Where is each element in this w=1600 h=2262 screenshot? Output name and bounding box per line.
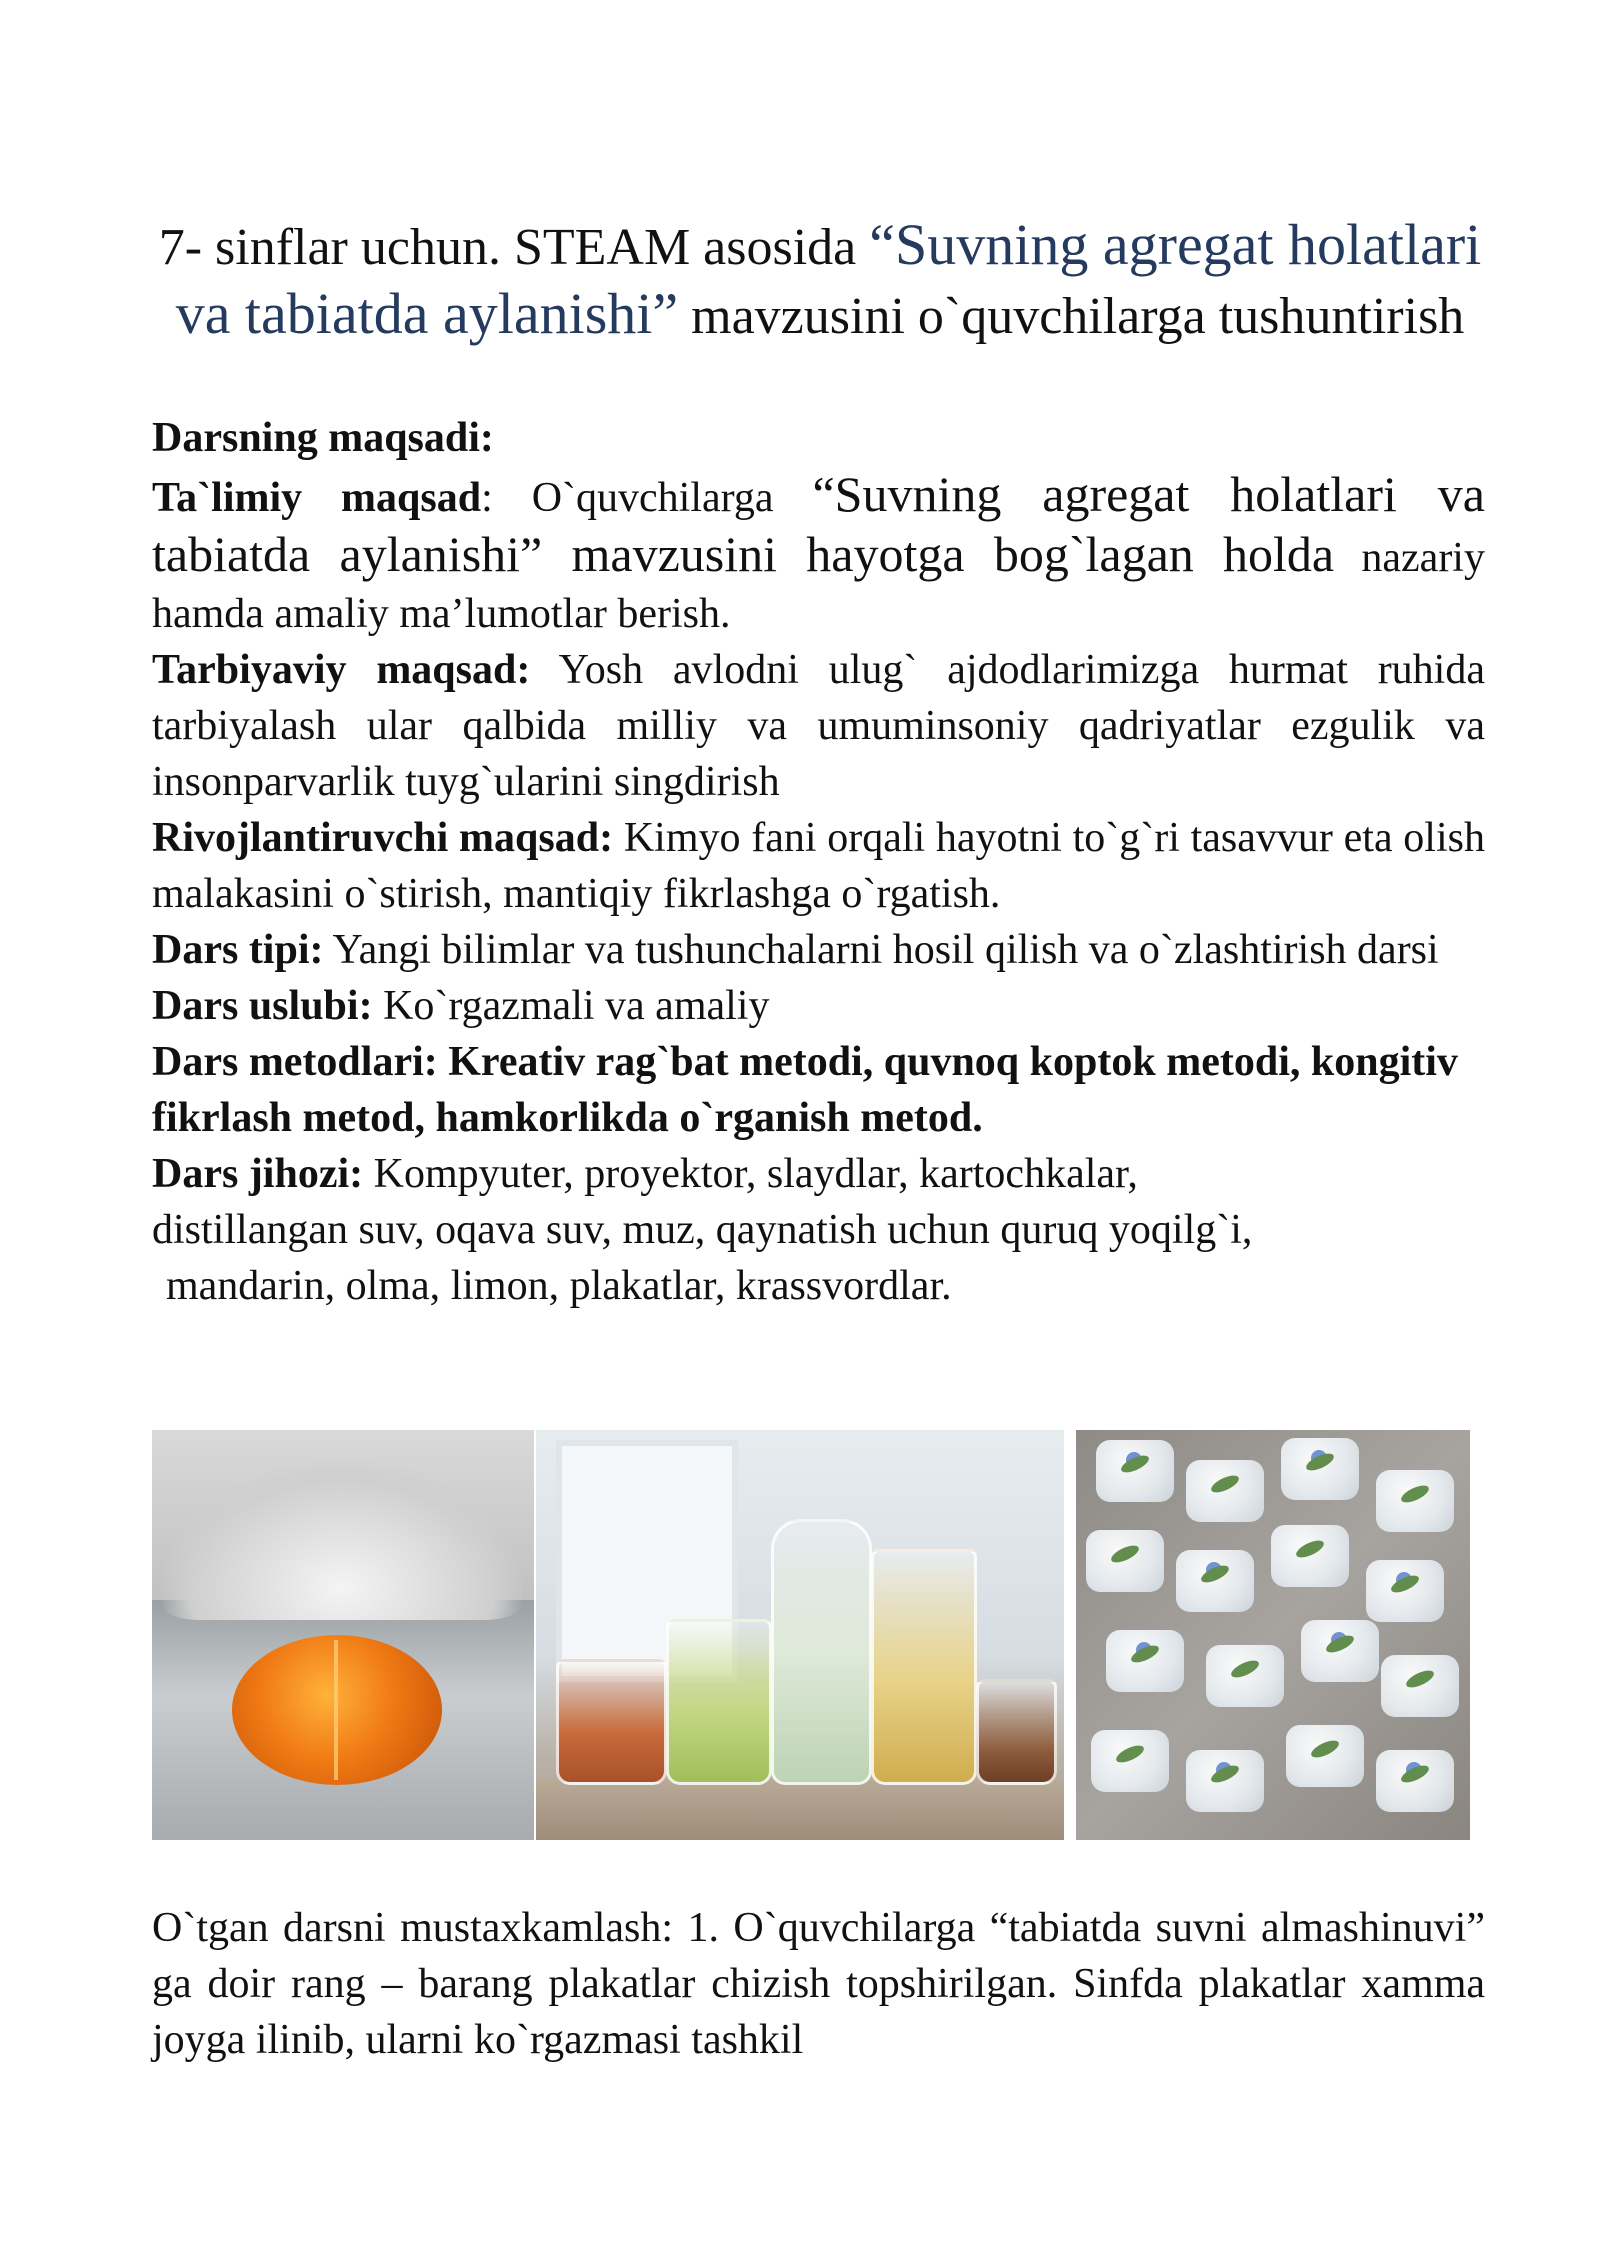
title-suffix: mavzusini o`quvchilarga tushuntirish — [678, 288, 1465, 345]
title-prefix: 7- sinflar uchun. STEAM asosida — [158, 219, 870, 276]
lesson-methods: Dars metodlari: Kreativ rag`bat metodi, quvnoq koptok metodi, kongitiv fikrlash metod, hamkorlikda o`rganish metod. — [152, 1039, 1458, 1141]
educational-goal: Ta`limiy maqsad: O`quvchilarga “Suvning agregat holatlari va tabiatda aylanishi” mavzusini hayotga bog`lagan holda nazariy hamda amaliy ma’lumotlar berish. — [152, 466, 1485, 637]
lesson-equipment-line2: distillangan suv, oqava suv, muz, qaynatish uchun quruq yoqilg`i, — [152, 1207, 1253, 1253]
developmental-goal: Rivojlantiruvchi maqsad: Kimyo fani orqali hayotni to`g`ri tasavvur eta olish malakasini o`stirish, mantiqiy fikrlashga o`rgatish. — [152, 815, 1485, 917]
title-topic: “Suvning agregat holatlari va tabiatda aylanishi” — [175, 212, 1482, 346]
lesson-equipment-line3: mandarin, olma, limon, plakatlar, krassvordlar. — [166, 1263, 952, 1309]
flower-ice-cubes-photo — [1076, 1430, 1470, 1840]
photo-strip — [152, 1430, 1470, 1840]
lesson-plan-body — [152, 410, 1485, 1314]
page-title — [150, 212, 1490, 350]
herb-water-jars-photo — [536, 1430, 1064, 1840]
orange-splash-photo — [152, 1430, 534, 1840]
lesson-type: Dars tipi: Yangi bilimlar va tushunchalarni hosil qilish va o`zlashtirish darsi — [152, 927, 1439, 973]
goal-heading: Darsning maqsadi: — [152, 415, 494, 461]
lesson-style: Dars uslubi: Ko`rgazmali va amaliy — [152, 983, 770, 1029]
lesson-equipment: Dars jihozi: Kompyuter, proyektor, slaydlar, kartochkalar, — [152, 1151, 1138, 1197]
review-paragraph: O`tgan darsni mustaxkamlash: 1. O`quvchilarga “tabiatda suvni almashinuvi” ga doir rang – barang plakatlar chizish topshirilgan. Sinfda plakatlar xamma joyga ilinib, ularni ko`rgazmasi tashkil — [152, 1905, 1485, 2063]
upbringing-goal: Tarbiyaviy maqsad: Yosh avlodni ulug` ajdodlarimizga hurmat ruhida tarbiyalash ular qalbida milliy va umuminsoniy qadriyatlar ezgulik va insonparvarlik tuyg`ularini singdirish — [152, 647, 1485, 805]
